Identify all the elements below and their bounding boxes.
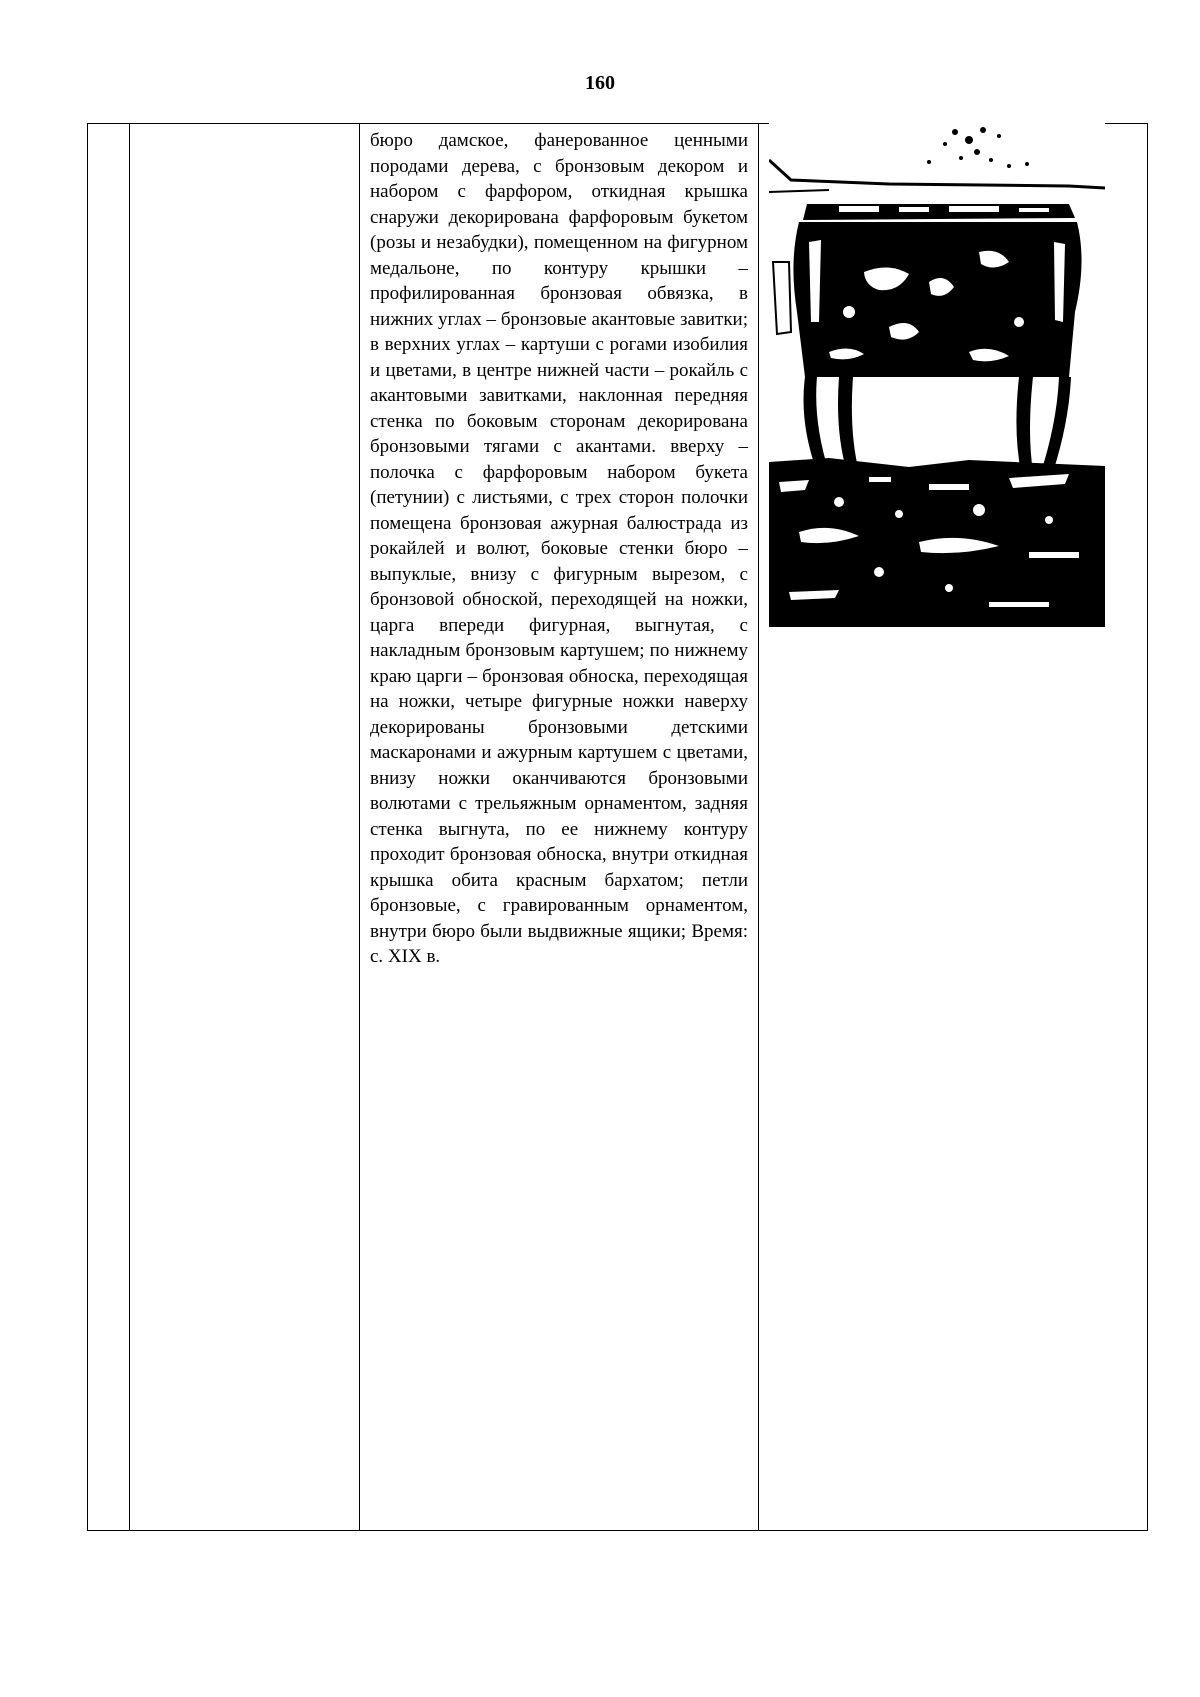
table-row	[88, 124, 1148, 1531]
item-description: бюро дамское, фанерованное ценными породами дерева, с бронзовым декором и набором с фарфором, откидная крышка снаружи декорирована фарфоровым букетом (розы и незабудки), помещенном на фигурном медальоне, по контуру крышки – профилированная бронзовая обвязка, в нижних углах – бронзовые акантовые завитки; в верхних углах – картуши с рогами изобилия и цветами, в центре нижней части – рокайль с акантовыми завитками, наклонная передняя стенка по боковым сторонам декорирована бронзовыми тягами с акантами. вверху – полочка с фарфоровым набором букета (петунии) с листьями, с трех сторон полочки помещена бронзовая ажурная балюстрада из рокайлей и волют, боковые стенки бюро – выпуклые, внизу с фигурным вырезом, с бронзовой обноской, переходящей на ножки, царга впереди фигурная, выгнутая, с накладным бронзовым картушем; по нижнему краю царги – бронзовая обноска, переходящая на ножки, четыре фигурные ножки наверху декорированы бронзовыми детскими маскаронами и ажурным картушем с цветами, внизу ножки оканчиваются бронзовыми волютами с трельяжным орнаментом, задняя стенка выгнута, по ее нижнему контуру проходит бронзовая обноска, внутри откидная крышка обита красным бархатом; петли бронзовые, с гравированным орнаментом, внутри бюро были выдвижные ящики; Время: с. XIX в.	[370, 130, 748, 967]
item-name-cell	[130, 124, 360, 1531]
row-number-cell	[88, 124, 130, 1531]
photo-cell	[759, 124, 1148, 1531]
inventory-table	[87, 123, 1148, 1531]
bureau-photo	[769, 122, 1105, 627]
page-number: 160	[585, 72, 615, 94]
description-cell	[360, 124, 759, 1531]
